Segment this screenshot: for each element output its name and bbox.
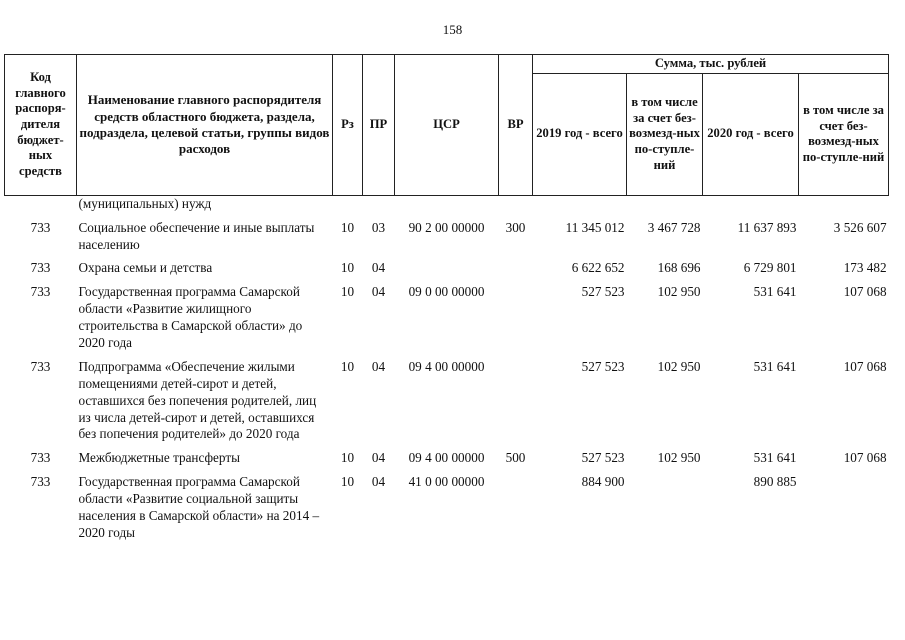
cell-name: Подпрограмма «Обеспечение жилыми помещениями детей-сирот и детей, оставшихся без попечения родителей, лиц из числа детей-сирот и детей, оставшихся без попечения родителей» до 2020 года xyxy=(78,358,317,442)
cell-2019-total: 6 622 652 xyxy=(571,260,625,276)
cell-2019-free: 102 950 xyxy=(657,450,701,466)
cell-pr: 04 xyxy=(371,260,386,276)
cell-code: 733 xyxy=(30,358,51,374)
cell-code: 733 xyxy=(30,219,51,235)
cell-code: 733 xyxy=(30,260,51,276)
cell-rz: 10 xyxy=(340,450,355,466)
table-row xyxy=(5,284,889,359)
cell-rz: 10 xyxy=(340,284,355,300)
cell-2020-free: 107 068 xyxy=(843,284,887,300)
cell-vr xyxy=(499,359,533,450)
table-row xyxy=(5,220,889,261)
continuation-row xyxy=(5,195,889,219)
cell-2020-total: 11 637 893 xyxy=(737,219,797,235)
header-vr: ВР xyxy=(499,55,533,196)
cell-2020-free: 173 482 xyxy=(843,260,887,276)
cell-2019-free xyxy=(627,474,703,549)
table-body xyxy=(5,195,889,549)
cell-vr xyxy=(499,474,533,549)
cell-2020-total: 531 641 xyxy=(753,450,797,466)
header-csr: ЦСР xyxy=(395,55,499,196)
cell-pr: 04 xyxy=(371,474,386,490)
cell-name: Государственная программа Самарской области «Развитие социальной защиты населения в Самарской области» на 2014 – 2020 годы xyxy=(78,474,320,540)
cell-2019-total: 11 345 012 xyxy=(565,219,625,235)
table-row xyxy=(5,474,889,549)
cell-vr: 500 xyxy=(505,450,526,466)
cell-2020-total: 531 641 xyxy=(753,284,797,300)
cell-2019-total: 527 523 xyxy=(581,358,625,374)
cell-2020-free: 3 526 607 xyxy=(833,219,887,235)
cell-pr: 03 xyxy=(371,219,386,235)
cell-rz: 10 xyxy=(340,358,355,374)
cell-2019-free: 102 950 xyxy=(657,284,701,300)
cell-name: Межбюджетные трансферты xyxy=(78,450,240,466)
cell-2019-free: 168 696 xyxy=(657,260,701,276)
cell-2020-free xyxy=(799,474,889,549)
cell-rz: 10 xyxy=(340,219,355,235)
cell-csr: 09 4 00 00000 xyxy=(408,358,485,374)
header-2020-total: 2020 год - всего xyxy=(703,73,799,195)
header-2019-total: 2019 год - всего xyxy=(533,73,627,195)
cell-name: Государственная программа Самарской области «Развитие жилищного строительства в Самарской области» до 2020 года xyxy=(78,284,303,350)
cell-vr xyxy=(499,260,533,284)
cell-2020-total: 6 729 801 xyxy=(743,260,797,276)
header-pr: ПР xyxy=(363,55,395,196)
cell-2019-free: 3 467 728 xyxy=(647,219,701,235)
cell-2020-total: 531 641 xyxy=(753,358,797,374)
cell-2019-total: 527 523 xyxy=(581,284,625,300)
cell-2020-free: 107 068 xyxy=(843,358,887,374)
cell-code: 733 xyxy=(30,284,51,300)
cell-pr: 04 xyxy=(371,284,386,300)
cell-csr: 41 0 00 00000 xyxy=(408,474,485,490)
header-2020-free: в том числе за счет без-возмезд-ных по-ступле-ний xyxy=(799,73,889,195)
cell-csr: 09 4 00 00000 xyxy=(408,450,485,466)
cell-2019-total: 527 523 xyxy=(581,450,625,466)
cell-name: Социальное обеспечение и иные выплаты населению xyxy=(78,219,315,252)
table-row xyxy=(5,359,889,450)
cell-2020-total: 890 885 xyxy=(753,474,797,490)
cell-csr xyxy=(395,260,499,284)
continuation-text: (муниципальных) нужд xyxy=(78,195,212,211)
cell-pr: 04 xyxy=(371,358,386,374)
cell-2019-free: 102 950 xyxy=(657,358,701,374)
cell-code: 733 xyxy=(30,450,51,466)
cell-vr xyxy=(499,284,533,359)
table-header xyxy=(5,55,889,196)
cell-code: 733 xyxy=(30,474,51,490)
cell-csr: 09 0 00 00000 xyxy=(408,284,485,300)
table-row xyxy=(5,260,889,284)
header-name: Наименование главного распорядителя средств областного бюджета, раздела, подраздела, целевой статьи, группы видов расходов xyxy=(77,55,333,196)
header-2019-free: в том числе за счет без-возмезд-ных по-ступле-ний xyxy=(627,73,703,195)
cell-name: Охрана семьи и детства xyxy=(78,260,213,276)
cell-rz: 10 xyxy=(340,474,355,490)
header-sum-group: Сумма, тыс. рублей xyxy=(533,55,889,74)
header-code: Код главного распоря-дителя бюджет-ных средств xyxy=(5,55,77,196)
cell-csr: 90 2 00 00000 xyxy=(408,219,485,235)
cell-2020-free: 107 068 xyxy=(843,450,887,466)
table-row xyxy=(5,450,889,474)
cell-pr: 04 xyxy=(371,450,386,466)
cell-2019-total: 884 900 xyxy=(581,474,625,490)
header-rz: Рз xyxy=(333,55,363,196)
budget-table xyxy=(4,54,889,549)
cell-rz: 10 xyxy=(340,260,355,276)
page-number: 158 xyxy=(442,22,463,37)
cell-vr: 300 xyxy=(505,219,526,235)
